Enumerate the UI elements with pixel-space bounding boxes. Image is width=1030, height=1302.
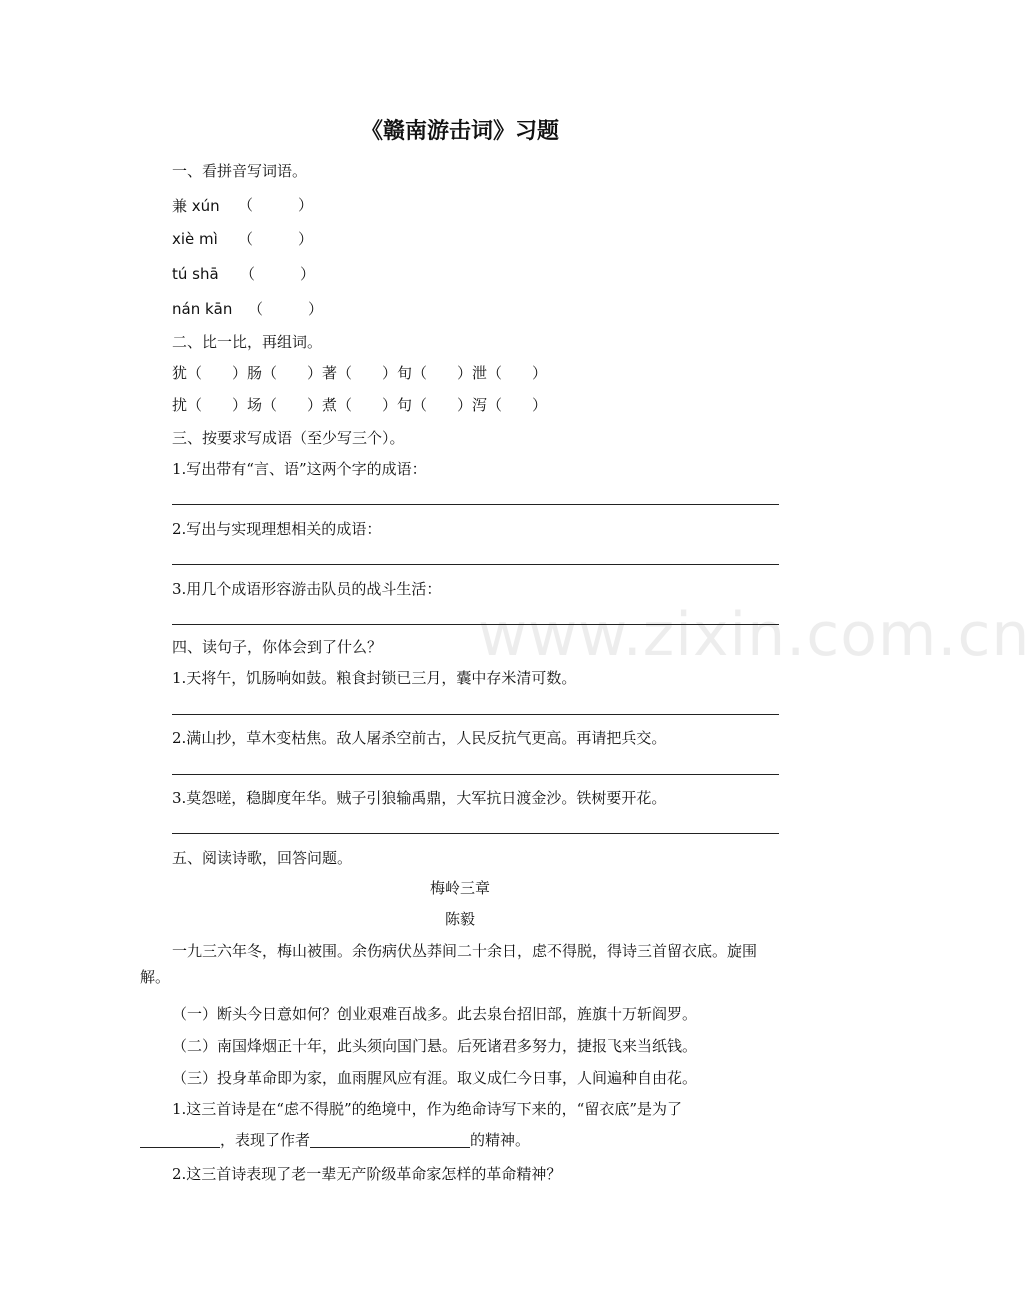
poem-author: 陈毅 (444, 910, 475, 928)
question-4-1: 1.天将午，饥肠响如鼓。粮食封锁已三月，囊中存米清可数。 (172, 669, 577, 687)
section-4-heading: 四、读句子，你体会到了什么？ (172, 638, 383, 656)
answer-line[interactable] (172, 714, 779, 715)
section-1-heading: 一、看拼音写词语。 (172, 162, 308, 180)
section-5-heading: 五、阅读诗歌，回答问题。 (172, 849, 353, 867)
poem-title: 梅岭三章 (429, 879, 490, 897)
question-3-2: 2.写出与实现理想相关的成语： (172, 520, 382, 538)
answer-parentheses[interactable]: （ ） (248, 300, 324, 318)
question-5-1-text: 1.这三首诗是在“虑不得脱”的绝境中，作为绝命诗写下来的，“留衣底”是为了 (172, 1100, 682, 1118)
poem-preface: 一九三六年冬，梅山被围。余伤病伏丛莽间二十余日，虑不得脱，得诗三首留衣底。旋围解。 (140, 942, 758, 986)
question-5-2: 2.这三首诗表现了老一辈无产阶级革命家怎样的革命精神？ (172, 1165, 562, 1183)
answer-line[interactable] (172, 774, 779, 775)
answer-line[interactable] (172, 833, 779, 834)
poem-stanza-2: （二）南国烽烟正十年，此头须向国门悬。后死诸君多努力，捷报飞来当纸钱。 (172, 1037, 698, 1055)
question-4-3: 3.莫怨嗟，稳脚度年华。贼子引狼输禹鼎，大军抗日渡金沙。铁树要开花。 (172, 789, 667, 807)
answer-line[interactable] (172, 624, 779, 625)
question-5-1-end: 的精神。 (470, 1131, 531, 1149)
poem-stanza-1: （一）断头今日意如何？创业艰难百战多。此去泉台招旧部，旌旗十万斩阎罗。 (172, 1005, 698, 1023)
pinyin-item (172, 229, 314, 248)
question-4-2: 2.满山抄，草木变枯焦。敌人屠杀空前古，人民反抗气更高。再请把兵交。 (172, 729, 667, 747)
question-3-1: 1.写出带有“言、语”这两个字的成语： (172, 460, 427, 478)
fill-blank[interactable] (140, 1130, 220, 1148)
pinyin-text: tú shā (172, 265, 219, 283)
compare-row-1: 犹（ ）肠（ ）著（ ）旬（ ）泄（ ） (172, 364, 548, 382)
pinyin-text: nán kān (172, 300, 233, 318)
pinyin-item (172, 195, 314, 216)
section-3-heading: 三、按要求写成语（至少写三个）。 (172, 429, 405, 447)
compare-row-2: 扰（ ）场（ ）煮（ ）句（ ）泻（ ） (172, 396, 548, 414)
question-5-1-mid: ，表现了作者 (220, 1131, 311, 1149)
answer-line[interactable] (172, 564, 779, 565)
pinyin-item (172, 299, 324, 318)
answer-parentheses[interactable]: （ ） (238, 196, 314, 214)
section-2-heading: 二、比一比，再组词。 (172, 333, 323, 351)
page-title: 《赣南游击词》习题 (360, 118, 559, 144)
pinyin-text: xiè mì (172, 230, 218, 248)
answer-line[interactable] (172, 504, 779, 505)
pinyin-text: 兼 xún (172, 197, 220, 215)
watermark: www.zixin.com.cn (478, 600, 1030, 670)
answer-parentheses[interactable]: （ ） (238, 230, 314, 248)
fill-blank[interactable] (310, 1130, 470, 1148)
question-5-1-fill (140, 1130, 530, 1150)
pinyin-item (172, 264, 316, 283)
question-3-3: 3.用几个成语形容游击队员的战斗生活： (172, 580, 442, 598)
poem-stanza-3: （三）投身革命即为家，血雨腥风应有涯。取义成仁今日事，人间遍种自由花。 (172, 1069, 698, 1087)
answer-parentheses[interactable]: （ ） (240, 265, 316, 283)
